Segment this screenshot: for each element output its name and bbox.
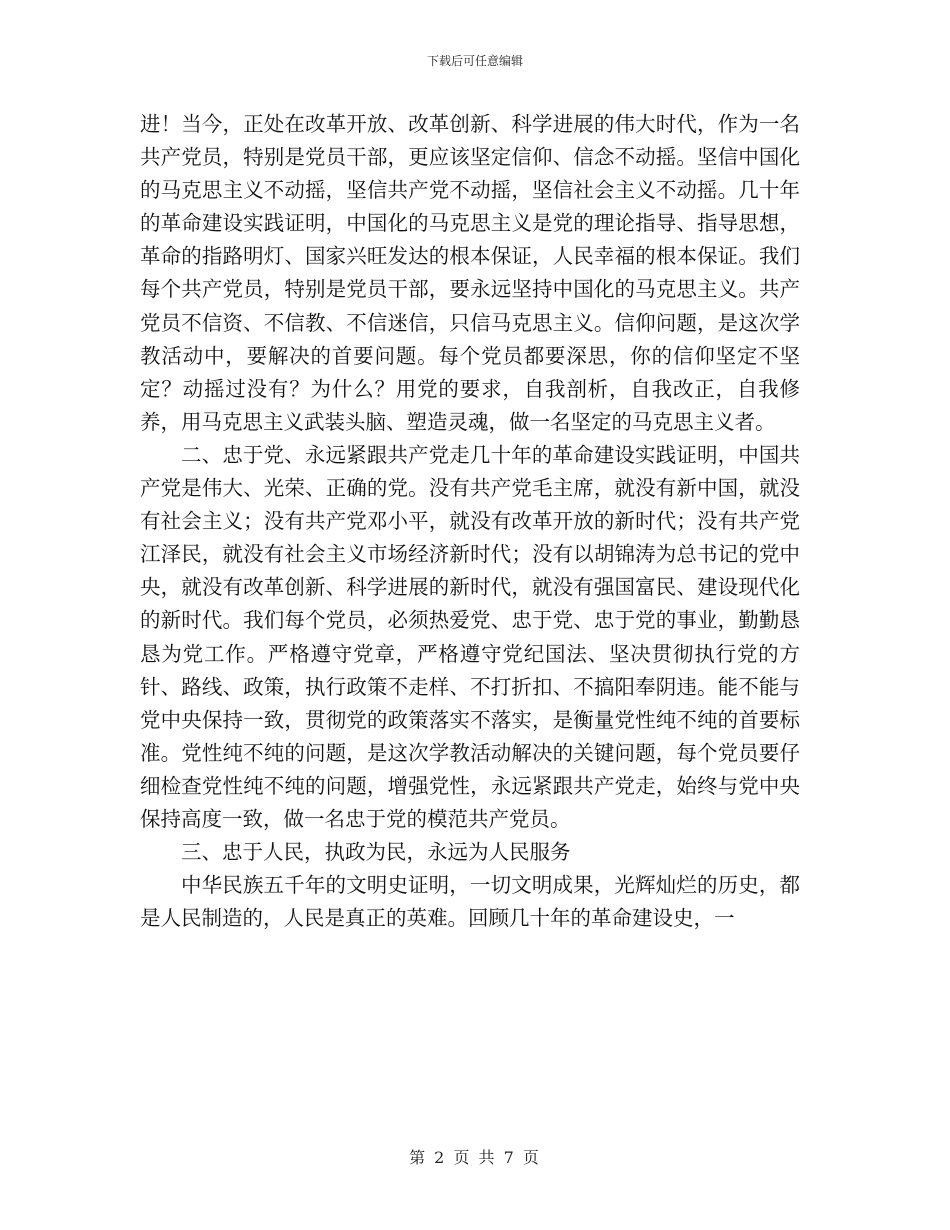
page-number: 第 2 页 共 7 页 [409, 1148, 541, 1167]
body-paragraph-1: 进！当今，正处在改革开放、改革创新、科学进展的伟大时代，作为一名共产党员，特别是党员干部，更应该坚定信仰、信念不动摇。坚信中国化的马克思主义不动摇，坚信共产党不动摇，坚信社会主义不动摇。几十年的革命建设实践证明，中国化的马克思主义是党的理论指导、指导思想，革命的指路明灯、国家兴旺发达的根本保证，人民幸福的根本保证。我们每个共产党员，特别是党员干部，要永远坚持中国化的马克思主义。共产党员不信资、不信教、不信迷信，只信马克思主义。信仰问题，是这次学教活动中，要解决的首要问题。每个党员都要深思，你的信仰坚定不坚定？动摇过没有？为什么？用党的要求，自我剖析，自我改正，自我修养，用马克思主义武装头脑、塑造灵魂，做一名坚定的马克思主义者。 [140, 112, 800, 434]
body-paragraph-4: 中华民族五千年的文明史证明，一切文明成果，光辉灿烂的历史，都是人民制造的，人民是真正的英难。回顾几十年的革命建设史，一 [140, 873, 800, 931]
document-body [140, 108, 800, 935]
page-header-note: 下载后可任意编辑 [426, 54, 523, 68]
body-paragraph-2: 二、忠于党、永远紧跟共产党走几十年的革命建设实践证明，中国共产党是伟大、光荣、正确的党。没有共产党毛主席，就没有新中国，就没有社会主义；没有共产党邓小平，就没有改革开放的新时代；没有共产党江泽民，就没有社会主义市场经济新时代；没有以胡锦涛为总书记的党中央，就没有改革创新、科学进展的新时代，就没有强国富民、建设现代化的新时代。我们每个党员，必须热爱党、忠于党、忠于党的事业，勤勤恳恳为党工作。严格遵守党章，严格遵守党纪国法、坚决贯彻执行党的方针、路线、政策，执行政策不走样、不打折扣、不搞阳奉阴违。能不能与党中央保持一致，贯彻党的政策落实不落实，是衡量党性纯不纯的首要标准。党性纯不纯的问题，是这次学教活动解决的关键问题，每个党员要仔细检查党性纯不纯的问题，增强党性，永远紧跟共产党走，始终与党中央保持高度一致，做一名忠于党的模范共产党员。 [140, 442, 800, 831]
section-heading-3: 三、忠于人民，执政为民，永远为人民服务 [181, 840, 571, 865]
